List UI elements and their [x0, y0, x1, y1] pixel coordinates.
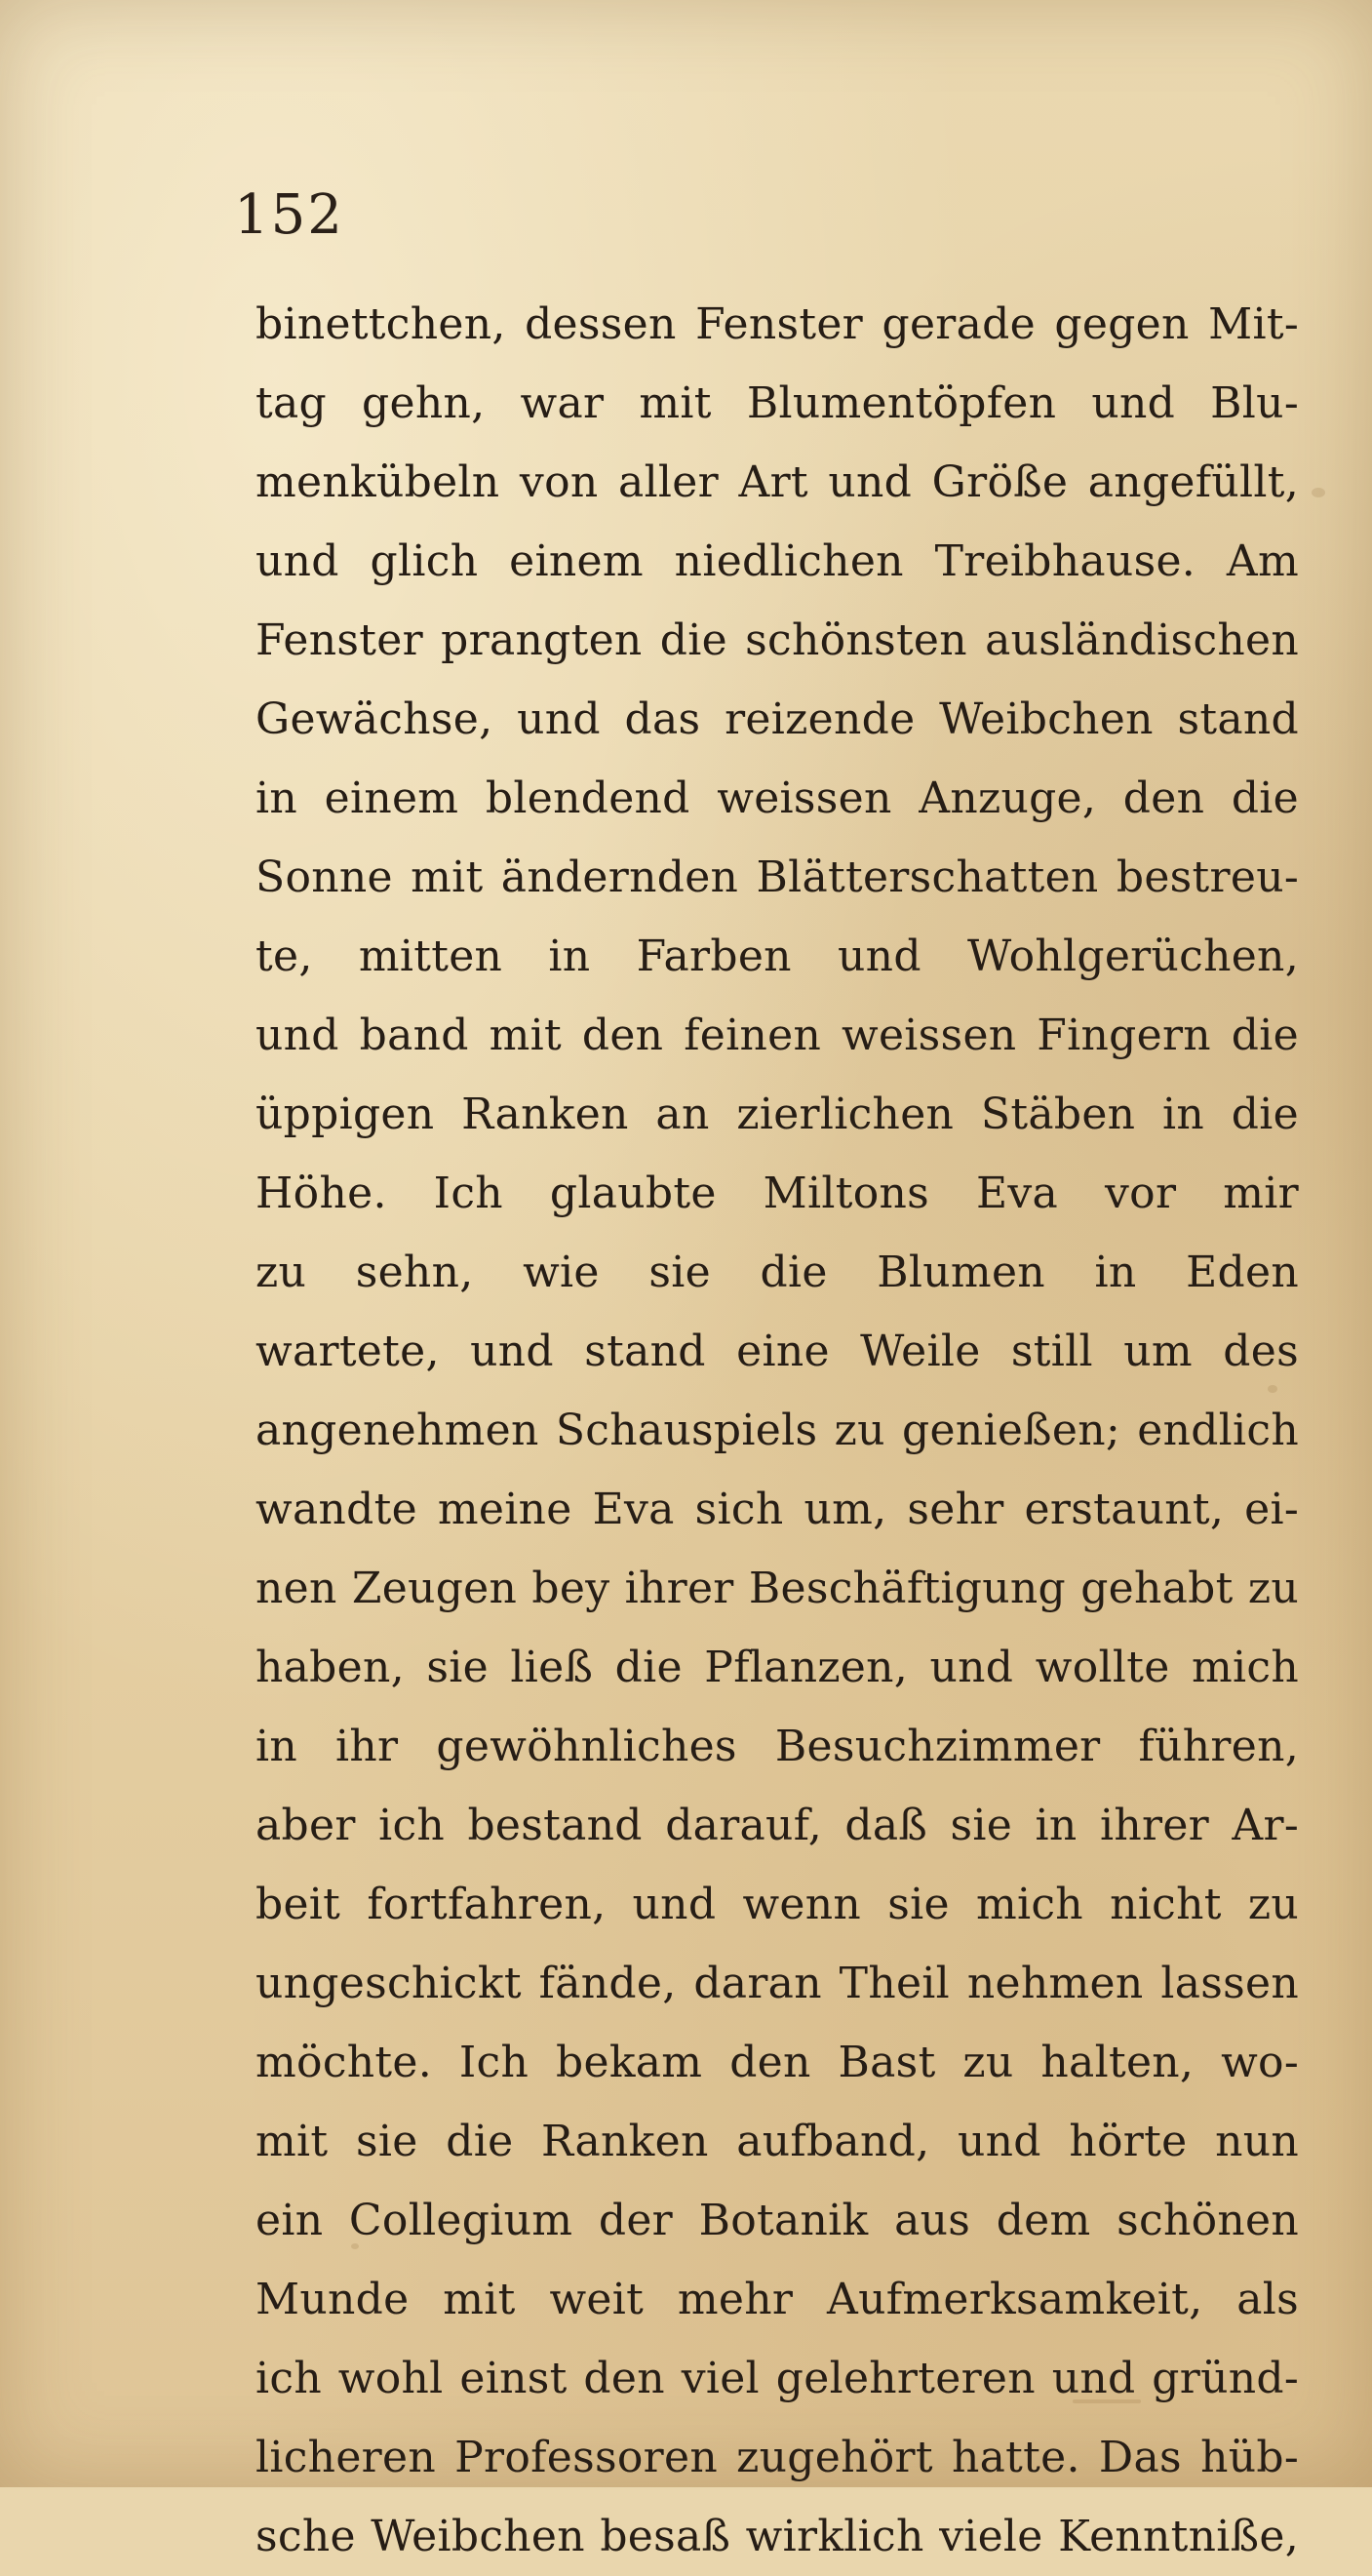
text-line: wartete, und stand eine Weile still um des — [255, 1327, 1299, 1376]
text-line: ich wohl einst den viel gelehrteren und gründ- — [255, 2354, 1299, 2403]
text-line: und glich einem niedlichen Treibhause. Am — [255, 536, 1299, 586]
page-number: 152 — [234, 183, 344, 247]
text-line: beit fortfahren, und wenn sie mich nicht zu — [255, 1880, 1299, 1929]
text-line: zu sehn, wie sie die Blumen in Eden — [255, 1248, 1299, 1297]
text-line: ungeschickt fände, daran Theil nehmen lassen — [255, 1959, 1299, 2008]
text-line: angenehmen Schauspiels zu genießen; endlich — [255, 1406, 1299, 1455]
text-line: haben, sie ließ die Pflanzen, und wollte mich — [255, 1643, 1299, 1692]
text-line: tag gehn, war mit Blumentöpfen und Blu- — [255, 378, 1299, 428]
text-line: licheren Professoren zugehört hatte. Das hüb- — [255, 2433, 1299, 2482]
text-line: te, mitten in Farben und Wohlgerüchen, — [255, 931, 1299, 981]
text-line: Sonne mit ändernden Blätterschatten bestreu- — [255, 852, 1299, 902]
text-line: nen Zeugen bey ihrer Beschäftigung gehabt zu — [255, 1564, 1299, 1613]
text-line: in einem blendend weissen Anzuge, den die — [255, 773, 1299, 823]
text-line: Fenster prangten die schönsten ausländischen — [255, 615, 1299, 665]
text-line: üppigen Ranken an zierlichen Stäben in die — [255, 1090, 1299, 1139]
text-line: wandte meine Eva sich um, sehr erstaunt, ei- — [255, 1485, 1299, 1534]
paper-stain — [1312, 488, 1325, 497]
text-line: mit sie die Ranken aufband, und hörte nun — [255, 2117, 1299, 2166]
text-line: binettchen, dessen Fenster gerade gegen Mit- — [255, 299, 1299, 349]
text-line: sche Weibchen besaß wirklich viele Kenntniße, — [255, 2512, 1299, 2561]
text-line: Munde mit weit mehr Aufmerksamkeit, als — [255, 2275, 1299, 2324]
body-text — [255, 285, 1299, 2576]
text-line: in ihr gewöhnliches Besuchzimmer führen, — [255, 1722, 1299, 1771]
text-line: und band mit den feinen weissen Fingern die — [255, 1011, 1299, 1060]
text-line: möchte. Ich bekam den Bast zu halten, wo- — [255, 2038, 1299, 2087]
text-line: Gewächse, und das reizende Weibchen stand — [255, 694, 1299, 744]
text-line: ein Collegium der Botanik aus dem schönen — [255, 2196, 1299, 2245]
text-line: Höhe. Ich glaubte Miltons Eva vor mir — [255, 1169, 1299, 1218]
text-line: menkübeln von aller Art und Größe angefüllt, — [255, 457, 1299, 507]
text-line: aber ich bestand darauf, daß sie in ihrer Ar- — [255, 1801, 1299, 1850]
